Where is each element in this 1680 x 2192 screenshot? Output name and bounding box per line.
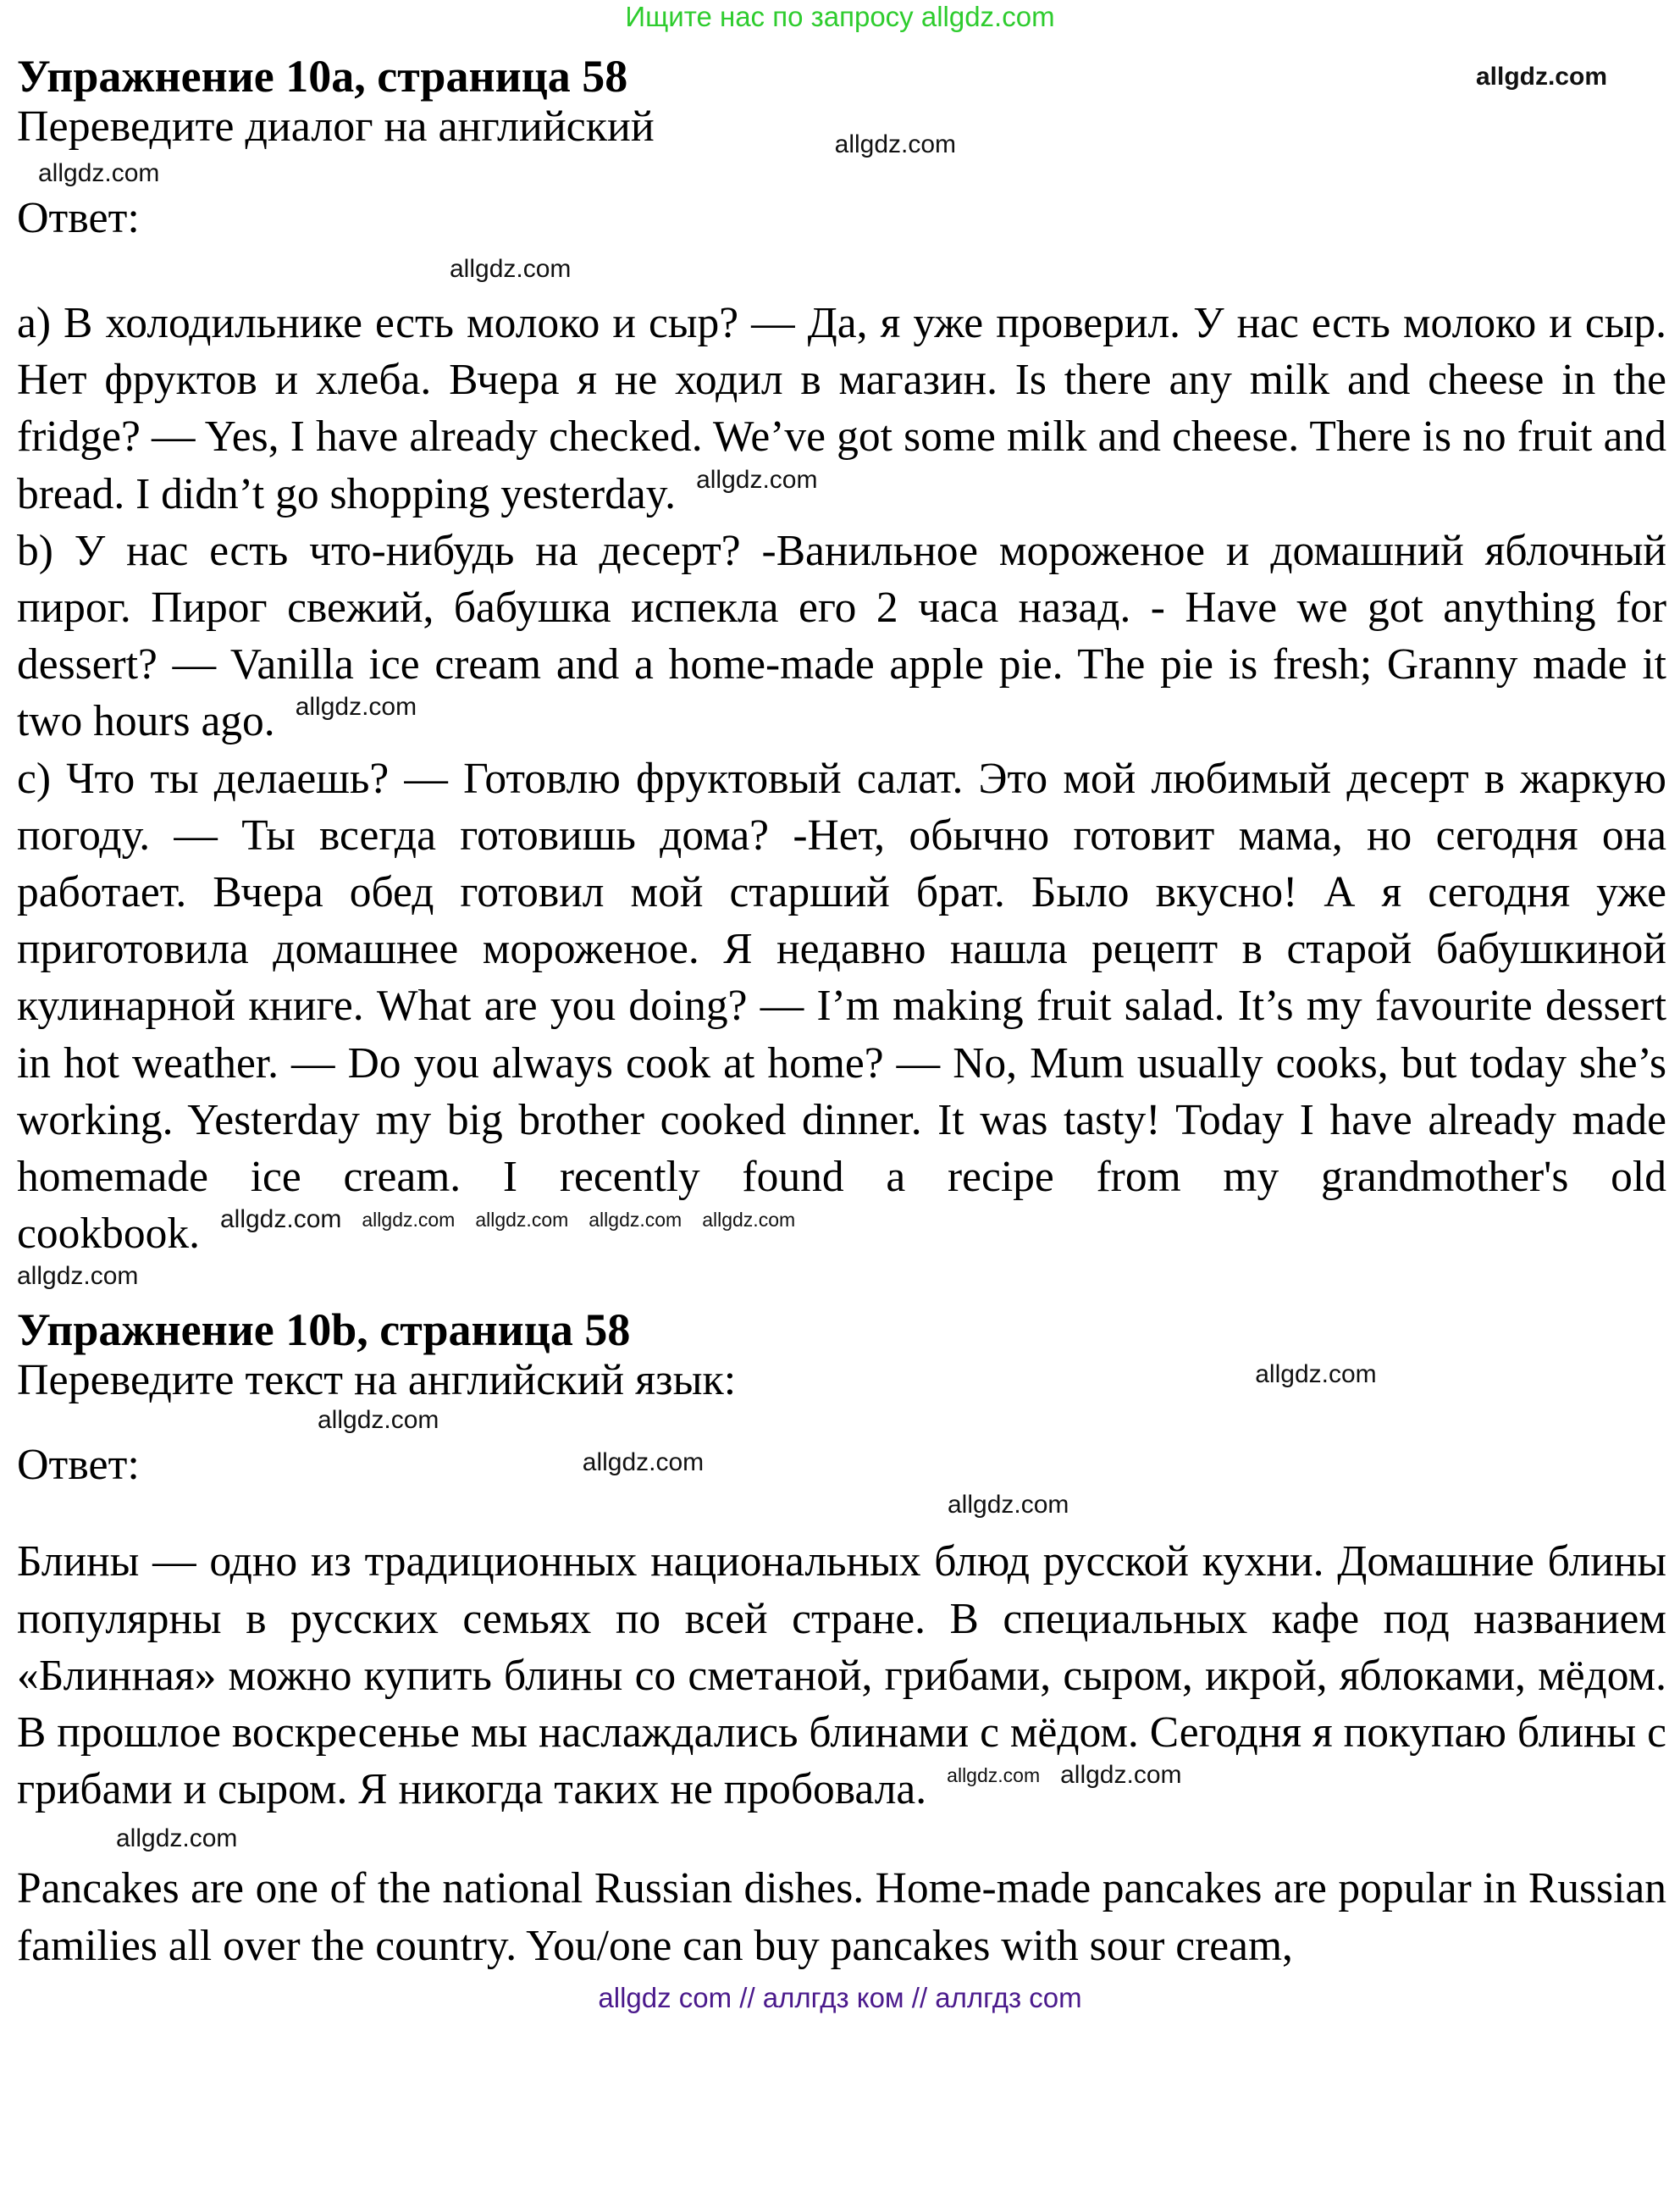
exercise-10b-russian-text: Блины — одно из традиционных национальных блюд русской кухни. Домашние блины популярны в русских семьях по всей стране. В специальных кафе под названием «Блинная» можно купить блины со сметаной, грибами, сыром, икрой, яблоками, мёдом. В прошлое воскресенье мы наслаждались блинами с мёдом. Сегодня я покупаю блины с грибами и сыром. Я никогда таких не пробовала. bbox=[17, 1537, 1666, 1814]
answer-part-b-text: b) У нас есть что-нибудь на десерт? -Ванильное мороженое и домашний яблочный пирог. Пирог свежий, бабушка испекла его 2 часа назад. - Have we got anything for dessert? — Vanilla ice cream and a home-made apple pie. The pie is fresh; Granny made it two hours ago. bbox=[17, 526, 1666, 746]
answer-part-a bbox=[17, 295, 1666, 523]
watermark: allgdz.com bbox=[17, 1262, 139, 1291]
exercise-10a-answer-label: Ответ: bbox=[17, 194, 140, 242]
exercise-10a-task: Переведите диалог на английский bbox=[17, 102, 655, 151]
exercise-10b-heading: Упражнение 10b, страница 58 bbox=[17, 1304, 631, 1356]
exercise-10a-task-row bbox=[17, 102, 1666, 159]
footer-links: allgdz com // аллгдз ком // аллгдз com bbox=[598, 1981, 1082, 2013]
exercise-10b-task-row bbox=[17, 1355, 1666, 1406]
exercise-10a-answer bbox=[17, 295, 1666, 1262]
exercise-10b-answer-label: Ответ: bbox=[17, 1441, 140, 1490]
watermark: allgdz.com bbox=[219, 1205, 342, 1234]
watermark: allgdz.com bbox=[947, 1764, 1041, 1787]
watermark: allgdz.com bbox=[450, 255, 572, 283]
watermark: allgdz.com bbox=[38, 159, 160, 187]
document-body bbox=[0, 51, 1680, 1974]
watermark: allgdz.com bbox=[116, 1824, 238, 1853]
search-banner: Ищите нас по запросу allgdz.com bbox=[625, 1, 1055, 32]
watermark: allgdz.com bbox=[318, 1406, 439, 1435]
exercise-10b-answer-row bbox=[17, 1440, 1666, 1491]
watermark: allgdz.com bbox=[1255, 1360, 1377, 1389]
exercise-10a-heading: Упражнение 10a, страница 58 bbox=[17, 51, 628, 102]
exercise-10b-english-text: Pancakes are one of the national Russian dishes. Home-made pancakes are popular in Russian families all over the country. You/one can buy pancakes with sour cream, bbox=[17, 1864, 1666, 1970]
answer-part-a-text: a) В холодильнике есть молоко и сыр? — Да, я уже проверил. У нас есть молоко и сыр. Нет фруктов и хлеба. Вчера я не ходил в магазин. Is there any milk and cheese in the fridge? — Yes, I have already checked. We’ve got some milk and cheese. There is no fruit and bread. I didn’t go shopping yesterday. bbox=[17, 299, 1666, 518]
watermark: allgdz.com bbox=[475, 1209, 569, 1232]
watermark: allgdz.com bbox=[702, 1209, 796, 1232]
watermark: allgdz.com bbox=[589, 1209, 682, 1232]
watermark: allgdz.com bbox=[295, 693, 417, 722]
exercise-10a-heading-row bbox=[17, 51, 1666, 102]
exercise-10b-task: Переведите текст на английский язык: bbox=[17, 1356, 737, 1405]
watermark: allgdz.com bbox=[696, 465, 818, 494]
answer-part-c bbox=[17, 750, 1666, 1263]
watermark: allgdz.com bbox=[948, 1491, 1069, 1519]
exercise-10b-russian-paragraph bbox=[17, 1533, 1666, 1818]
watermark: allgdz.com bbox=[1060, 1761, 1182, 1790]
watermark: allgdz.com bbox=[834, 130, 957, 158]
watermark: allgdz.com bbox=[362, 1209, 456, 1232]
watermark: allgdz.com bbox=[582, 1448, 705, 1477]
watermark: allgdz.com bbox=[1475, 63, 1607, 91]
answer-part-c-text: c) Что ты делаешь? — Готовлю фруктовый салат. Это мой любимый десерт в жаркую погоду. — Ты всегда готовишь дома? -Нет, обычно готовит мама, но сегодня она работает. Вчера обед готовил мой старший брат. Было вкусно! А я сегодня уже приготовила домашнее мороженое. Я недавно нашла рецепт в старой бабушкиной кулинарной книге. What are you doing? — I’m making fruit salad. It’s my favourite dessert in hot weather. — Do you always cook at home? — No, Mum usually cooks, but today she’s working. Yesterday my big brother cooked dinner. It was tasty! Today I have already made homemade ice cream. I recently found a recipe from my grandmother's old cookbook. bbox=[17, 754, 1666, 1259]
answer-part-b bbox=[17, 523, 1666, 750]
